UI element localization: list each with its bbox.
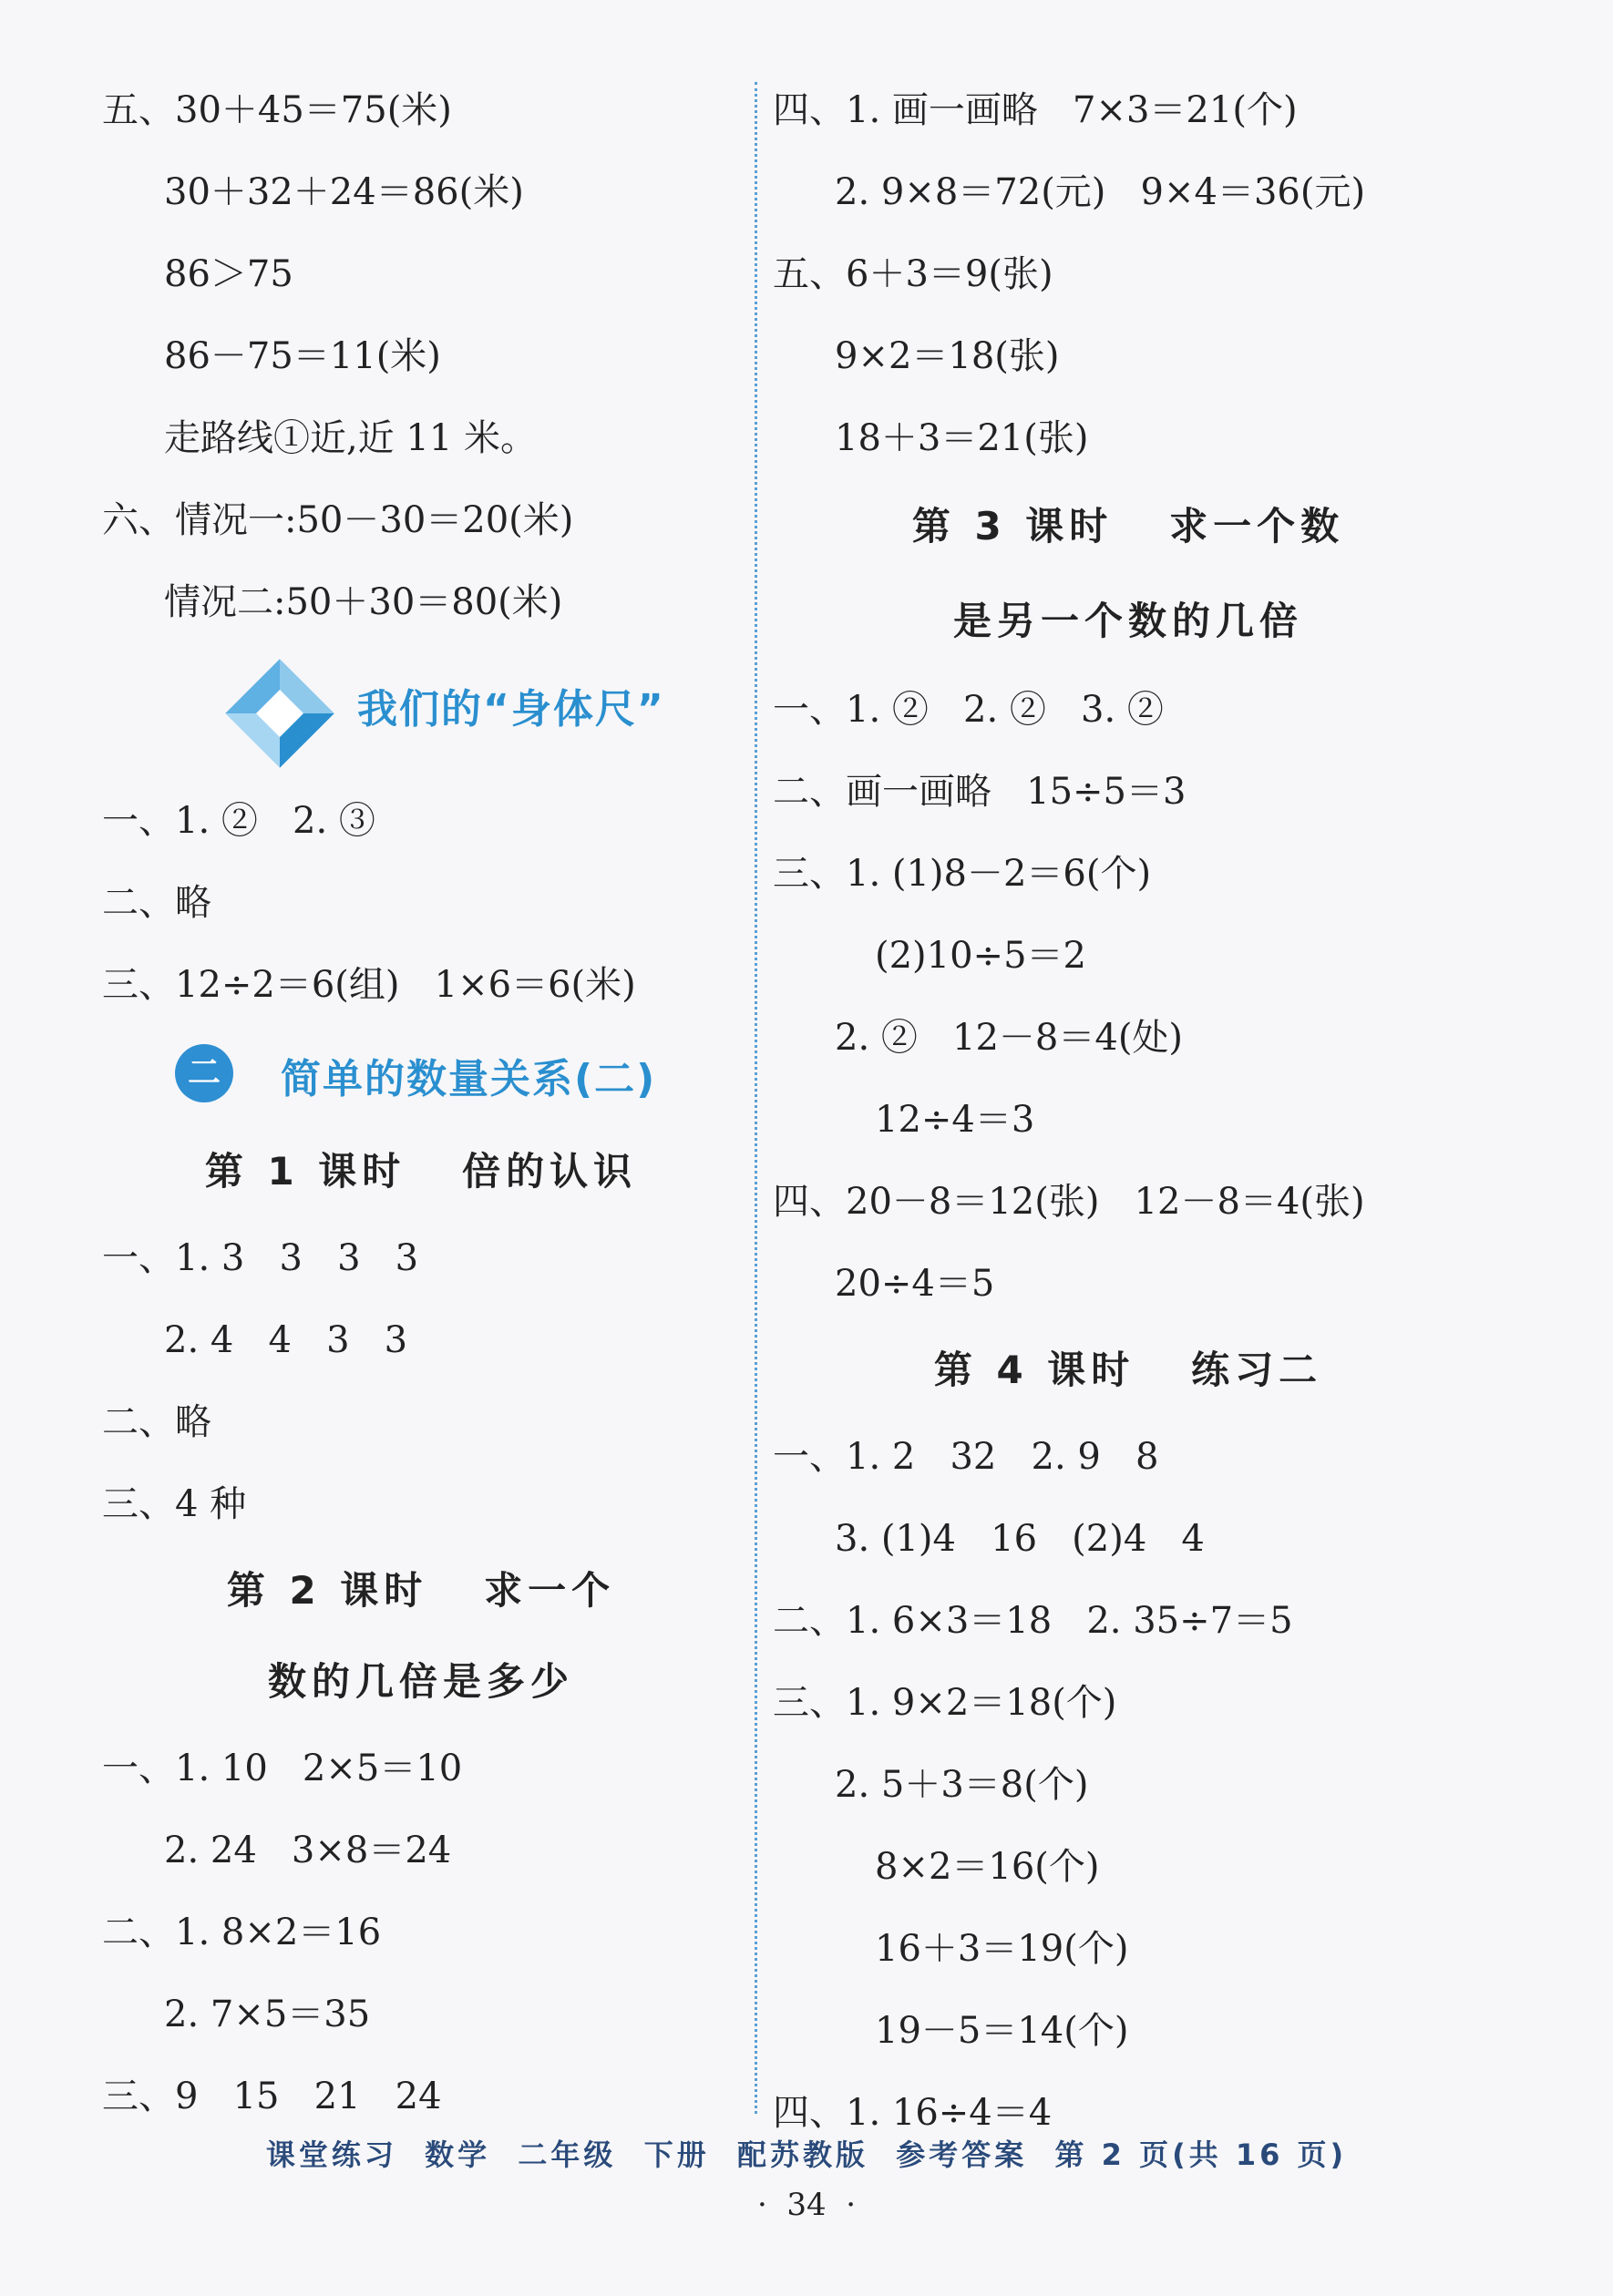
answer-line: 三、1. (1)8－2＝6(个): [773, 853, 1152, 895]
answer-line: 三、4 种: [102, 1483, 247, 1525]
answer-line: 五、6＋3＝9(张): [773, 253, 1053, 295]
unit-title: 简单的数量关系(二): [281, 1056, 657, 1102]
answer-line: 2. ② 12－8＝4(处): [835, 1017, 1184, 1059]
answer-line: 二、1. 8×2＝16: [102, 1912, 382, 1953]
answer-line: 二、略: [102, 1401, 211, 1443]
answer-line: 86＞75: [164, 253, 293, 295]
answer-line: 四、1. 画一画略 7×3＝21(个): [773, 89, 1298, 131]
answer-line: 二、画一画略 15÷5＝3: [773, 771, 1187, 813]
lesson-heading: 第 2 课时 求一个: [226, 1568, 616, 1613]
column-divider: [755, 82, 757, 2114]
lesson-heading: 第 3 课时 求一个数: [911, 504, 1345, 548]
answer-line: 12÷4＝3: [875, 1099, 1035, 1141]
answer-line: 一、1. 10 2×5＝10: [102, 1748, 463, 1789]
lesson-heading-continued: 数的几倍是多少: [267, 1659, 574, 1704]
unit-number-badge: 二: [175, 1044, 233, 1102]
answer-line: 19－5＝14(个): [875, 2010, 1129, 2052]
answer-line: 一、1. ② 2. ③: [102, 800, 375, 842]
answer-line: 二、略: [102, 882, 211, 924]
answer-line: 8×2＝16(个): [875, 1846, 1100, 1888]
right-column: [773, 69, 1484, 2154]
answer-line: 2. 5＋3＝8(个): [835, 1764, 1089, 1806]
answer-line: 20÷4＝5: [835, 1263, 995, 1305]
answer-line: 2. 24 3×8＝24: [164, 1830, 452, 1871]
answer-line: 四、1. 16÷4＝4: [773, 2092, 1053, 2134]
answer-line: 2. 4 4 3 3: [164, 1319, 408, 1361]
answer-line: 走路线①近,近 11 米。: [164, 417, 538, 459]
answer-line: (2)10÷5＝2: [875, 935, 1086, 977]
answer-line: 六、情况一:50－30＝20(米): [102, 499, 574, 541]
special-section-title: 我们的“身体尺”: [357, 686, 665, 733]
answer-line: 二、1. 6×3＝18 2. 35÷7＝5: [773, 1600, 1293, 1642]
answer-line: 五、30＋45＝75(米): [102, 89, 452, 131]
answer-line: 一、1. 2 32 2. 9 8: [773, 1436, 1159, 1478]
answer-line: 情况二:50＋30＝80(米): [164, 581, 563, 623]
answer-line: 86－75＝11(米): [164, 335, 441, 377]
answer-line: 2. 9×8＝72(元) 9×4＝36(元): [835, 171, 1366, 213]
lesson-heading: 第 1 课时 倍的认识: [204, 1149, 638, 1194]
answer-line: 2. 7×5＝35: [164, 1994, 371, 2035]
answer-line: 四、20－8＝12(张) 12－8＝4(张): [773, 1181, 1365, 1223]
page-number: · 34 ·: [756, 2187, 857, 2223]
answer-line: 一、1. 3 3 3 3: [102, 1237, 419, 1279]
lesson-heading-continued: 是另一个数的几倍: [952, 599, 1303, 643]
answer-line: 16＋3＝19(个): [875, 1928, 1129, 1970]
lesson-heading: 第 4 课时 练习二: [933, 1348, 1323, 1392]
answer-line: 三、9 15 21 24: [102, 2076, 442, 2117]
answer-line: 30＋32＋24＝86(米): [164, 171, 524, 213]
answer-line: 一、1. ② 2. ② 3. ②: [773, 689, 1164, 731]
tangram-logo-icon: [221, 654, 339, 773]
answer-line: 三、12÷2＝6(组) 1×6＝6(米): [102, 964, 636, 1006]
unit-header: [102, 1026, 740, 1126]
page-footer: 课堂练习 数学 二年级 下册 配苏教版 参考答案 第 2 页(共 16 页): [265, 2137, 1348, 2172]
answer-line: 3. (1)4 16 (2)4 4: [835, 1518, 1205, 1560]
answer-line: 9×2＝18(张): [835, 335, 1060, 377]
answer-line: 18＋3＝21(张): [835, 417, 1089, 459]
left-column: [102, 69, 740, 2137]
special-section-header: [102, 643, 740, 780]
answer-line: 三、1. 9×2＝18(个): [773, 1682, 1117, 1724]
